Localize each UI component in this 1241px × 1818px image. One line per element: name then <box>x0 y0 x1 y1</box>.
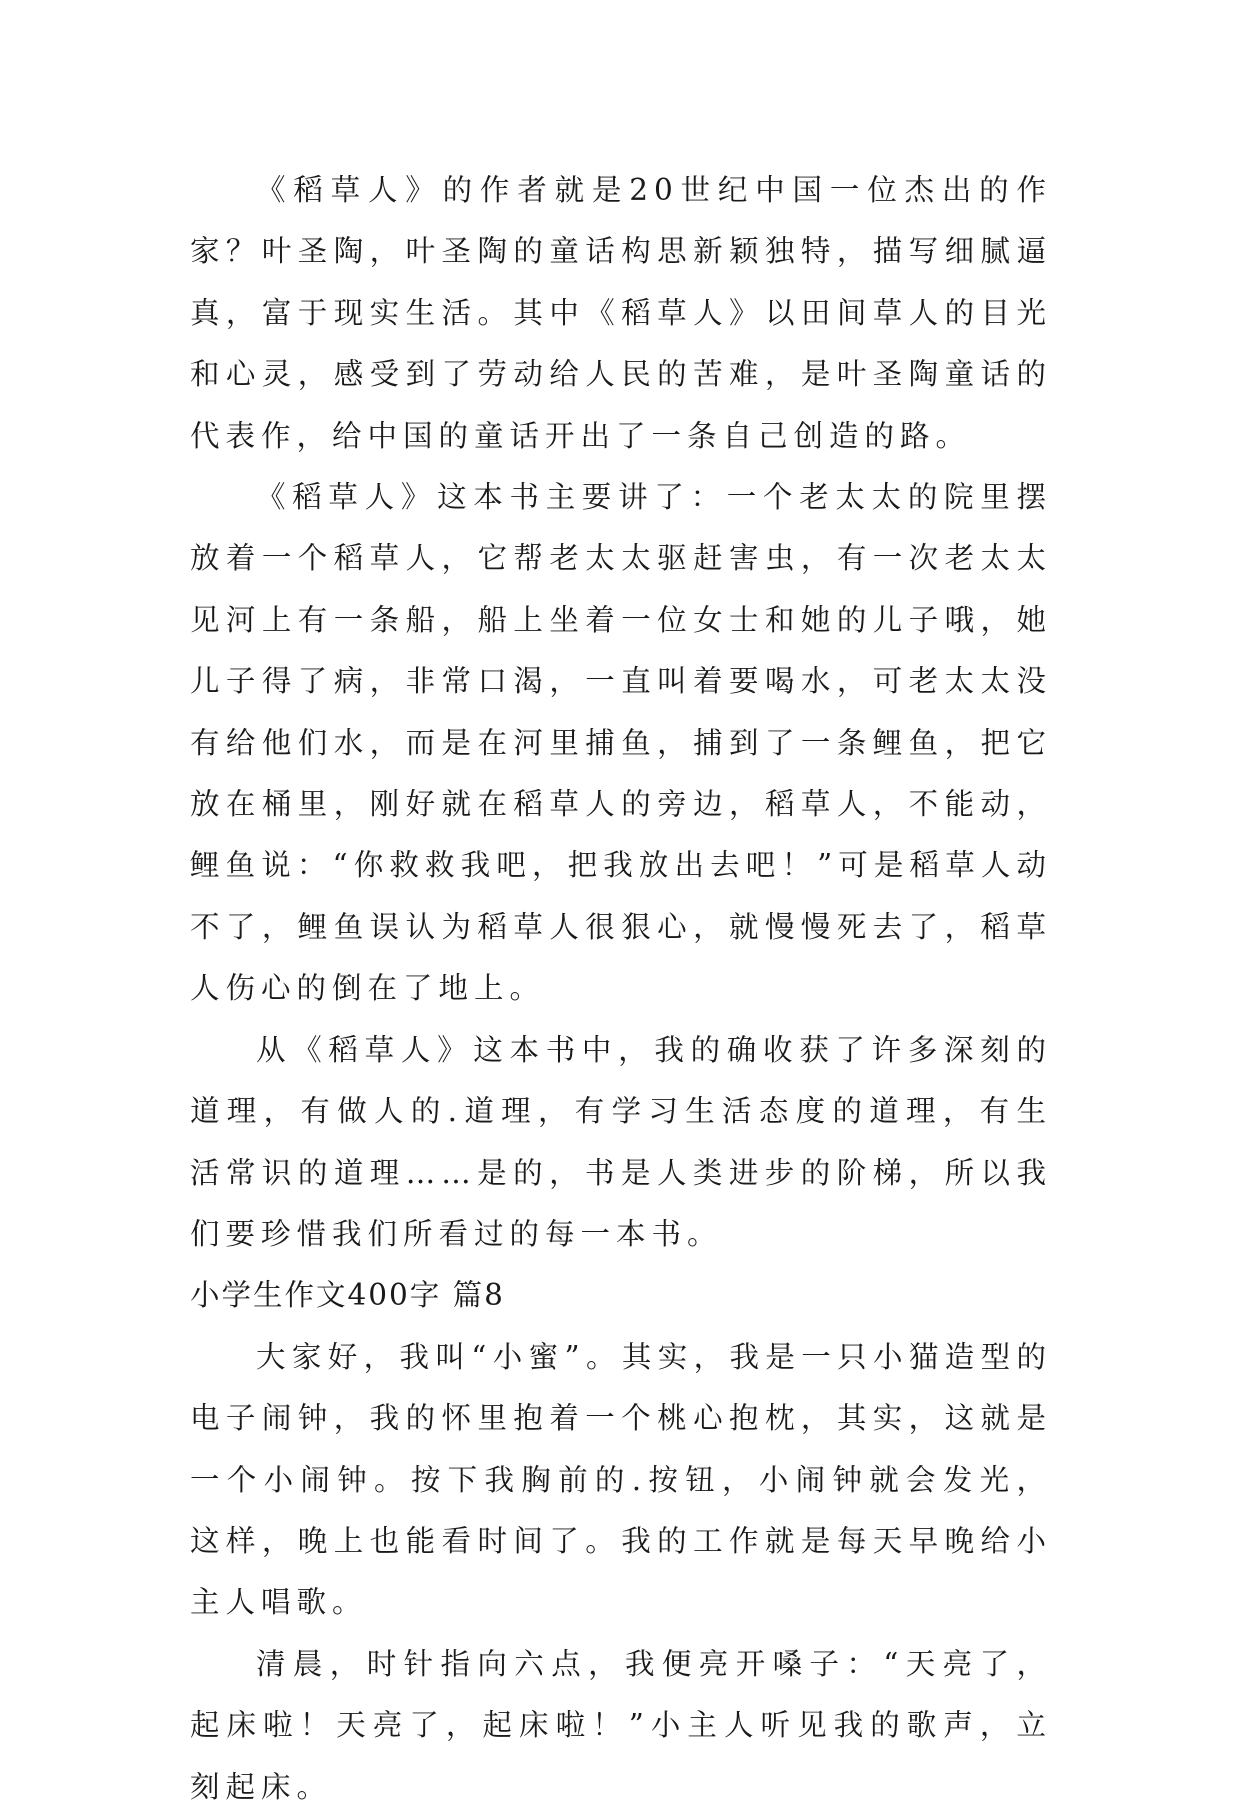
paragraph-story-summary: 《稻草人》这本书主要讲了：一个老太太的院里摆放着一个稻草人，它帮老太太驱赶害虫，有一次老太太见河上有一条船，船上坐着一位女士和她的儿子哦，她儿子得了病，非常口渴，一直叫着要喝水，可老太太没有给他们水，而是在河里捕鱼，捕到了一条鲤鱼，把它放在桶里，刚好就在稻草人的旁边，稻草人，不能动，鲤鱼说：“你救救我吧，把我放出去吧！”可是稻草人动不了，鲤鱼误认为稻草人很狠心，就慢慢死去了，稻草人伤心的倒在了地上。 <box>190 480 1052 1006</box>
paragraph-morning: 清晨，时针指向六点，我便亮开嗓子：“天亮了，起床啦！天亮了，起床啦！”小主人听见我的歌声，立刻起床。 <box>190 1646 1052 1804</box>
paragraph-reflection: 从《稻草人》这本书中，我的确收获了许多深刻的道理，有做人的.道理，有学习生活态度的道理，有生活常识的道理……是的，书是人类进步的阶梯，所以我们要珍惜我们所看过的每一本书。 <box>190 1032 1052 1251</box>
document-body <box>190 160 1052 1818</box>
paragraph-author-intro: 《稻草人》的作者就是20世纪中国一位杰出的作家？叶圣陶，叶圣陶的童话构思新颖独特，描写细腻逼真，富于现实生活。其中《稻草人》以田间草人的目光和心灵，感受到了劳动给人民的苦难，是叶圣陶童话的代表作，给中国的童话开出了一条自己创造的路。 <box>190 173 1052 453</box>
paragraph-alarm-intro: 大家好，我叫“小蜜”。其实，我是一只小猫造型的电子闹钟，我的怀里抱着一个桃心抱枕，其实，这就是一个小闹钟。按下我胸前的.按钮，小闹钟就会发光，这样，晚上也能看时间了。我的工作就是每天早晚给小主人唱歌。 <box>190 1339 1052 1620</box>
section-heading: 小学生作文400字 篇8 <box>190 1278 505 1313</box>
